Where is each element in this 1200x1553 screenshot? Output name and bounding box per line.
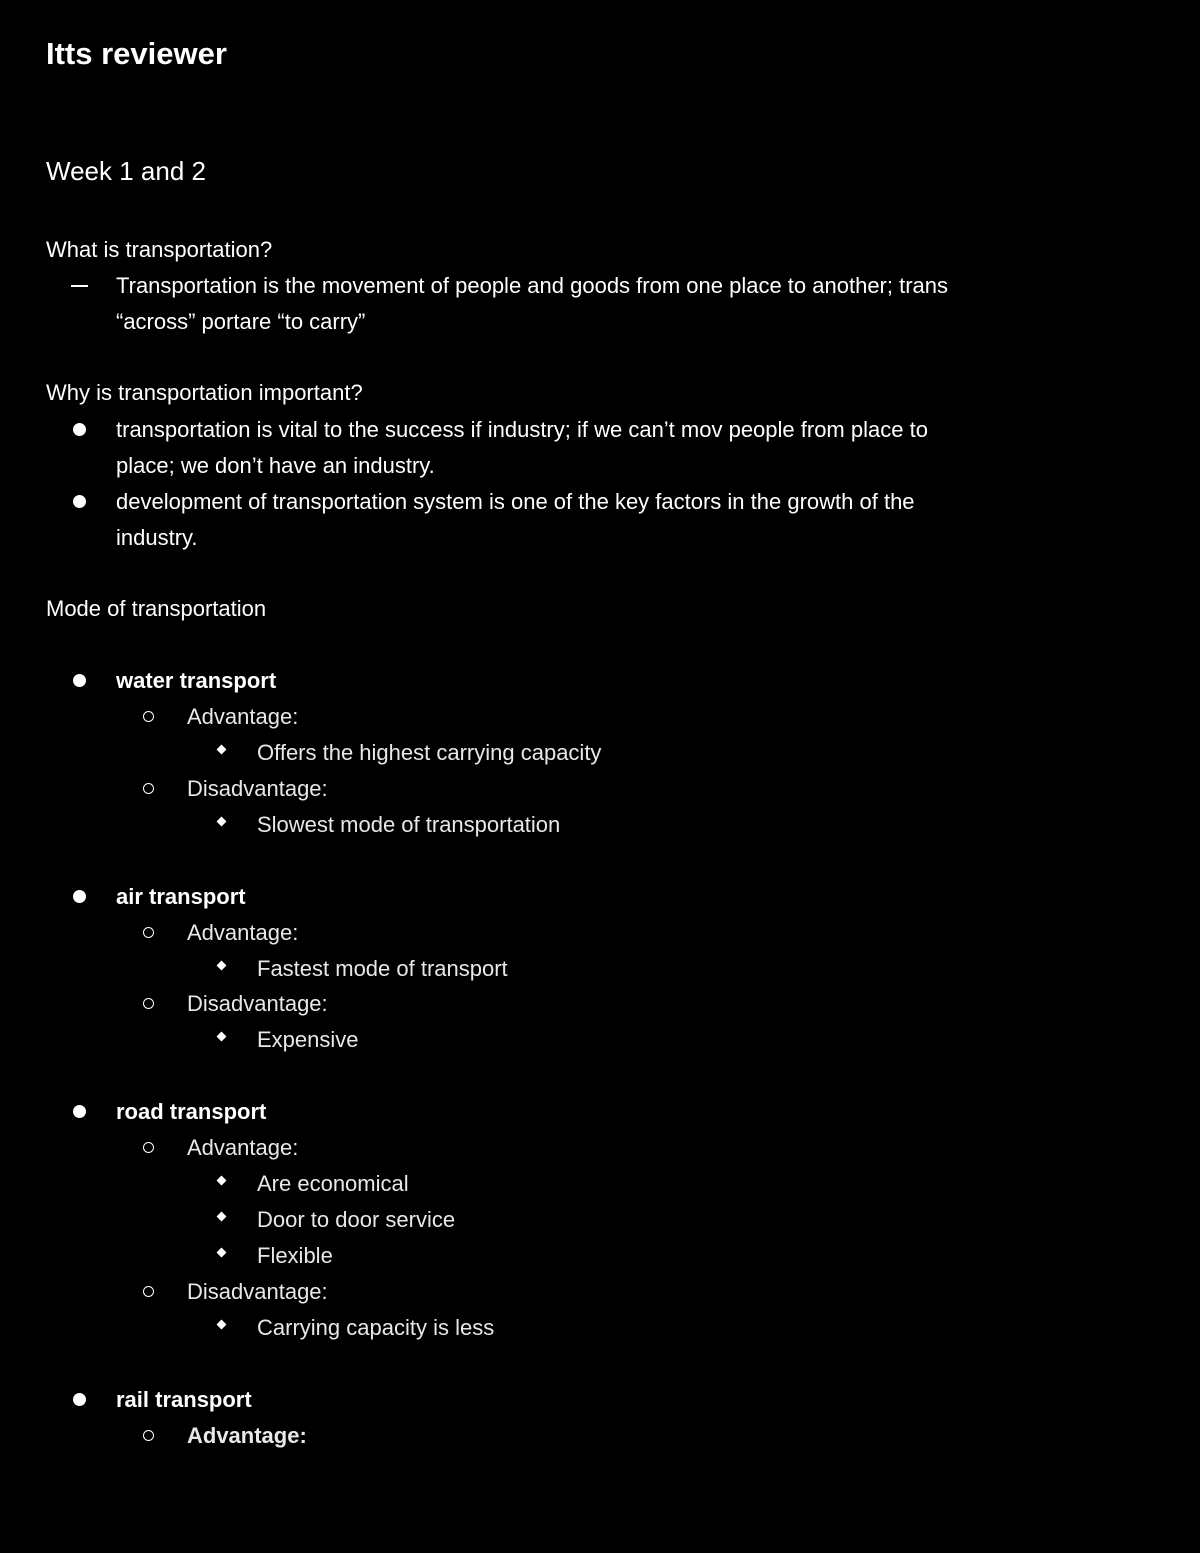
diamond-bullet-icon [217, 1176, 227, 1186]
circle-bullet-icon [143, 1142, 154, 1153]
dash-bullet-icon [71, 285, 88, 287]
diamond-bullet-icon [217, 745, 227, 755]
diamond-bullet-icon [217, 1320, 227, 1330]
diamond-bullet-icon [217, 1248, 227, 1258]
diamond-bullet-icon [217, 1212, 227, 1222]
advantage-label[interactable]: Advantage: [187, 1423, 307, 1448]
question-what-is-transportation[interactable]: What is transportation? [46, 237, 273, 262]
bullet-icon [73, 495, 86, 508]
diamond-bullet-icon [217, 961, 227, 971]
bullet-icon [73, 674, 86, 687]
advantage-item[interactable]: Fastest mode of transport [257, 956, 508, 981]
bullet-text[interactable]: development of transportation system is one of the key factors in the growth of the [116, 489, 915, 514]
bullet-icon [73, 1393, 86, 1406]
modes-label[interactable]: Mode of transportation [46, 596, 267, 621]
disadvantage-label[interactable]: Disadvantage: [187, 1279, 328, 1304]
bullet-icon [73, 890, 86, 903]
advantage-item[interactable]: Are economical [257, 1171, 409, 1196]
section-heading[interactable]: Week 1 and 2 [46, 156, 206, 186]
bullet-icon [73, 1105, 86, 1118]
circle-bullet-icon [143, 783, 154, 794]
bullet-text[interactable]: transportation is vital to the success if industry; if we can’t mov people from place to [116, 417, 928, 442]
disadvantage-item[interactable]: Expensive [257, 1027, 359, 1052]
disadvantage-item[interactable]: Slowest mode of transportation [257, 812, 561, 837]
circle-bullet-icon [143, 711, 154, 722]
mode-rail-transport[interactable]: rail transport [116, 1387, 252, 1412]
diamond-bullet-icon [217, 1032, 227, 1042]
advantage-label[interactable]: Advantage: [187, 920, 299, 945]
answer-line[interactable]: Transportation is the movement of people and goods from one place to another; trans [116, 273, 949, 298]
question-why-important[interactable]: Why is transportation important? [46, 380, 363, 405]
circle-bullet-icon [143, 998, 154, 1009]
disadvantage-item[interactable]: Carrying capacity is less [257, 1315, 495, 1340]
disadvantage-label[interactable]: Disadvantage: [187, 991, 328, 1016]
disadvantage-label[interactable]: Disadvantage: [187, 776, 328, 801]
advantage-item[interactable]: Flexible [257, 1243, 333, 1268]
diamond-bullet-icon [217, 817, 227, 827]
bullet-text[interactable]: industry. [116, 525, 198, 550]
circle-bullet-icon [143, 927, 154, 938]
note-title[interactable]: Itts reviewer [46, 36, 227, 71]
answer-line[interactable]: “across” portare “to carry” [116, 309, 366, 334]
mode-air-transport[interactable]: air transport [116, 884, 246, 909]
mode-road-transport[interactable]: road transport [116, 1099, 267, 1124]
bullet-text[interactable]: place; we don’t have an industry. [116, 453, 435, 478]
advantage-label[interactable]: Advantage: [187, 704, 299, 729]
circle-bullet-icon [143, 1286, 154, 1297]
bullet-icon [73, 423, 86, 436]
advantage-item[interactable]: Offers the highest carrying capacity [257, 740, 602, 765]
advantage-label[interactable]: Advantage: [187, 1135, 299, 1160]
mode-water-transport[interactable]: water transport [116, 668, 277, 693]
advantage-item[interactable]: Door to door service [257, 1207, 456, 1232]
circle-bullet-icon [143, 1430, 154, 1441]
